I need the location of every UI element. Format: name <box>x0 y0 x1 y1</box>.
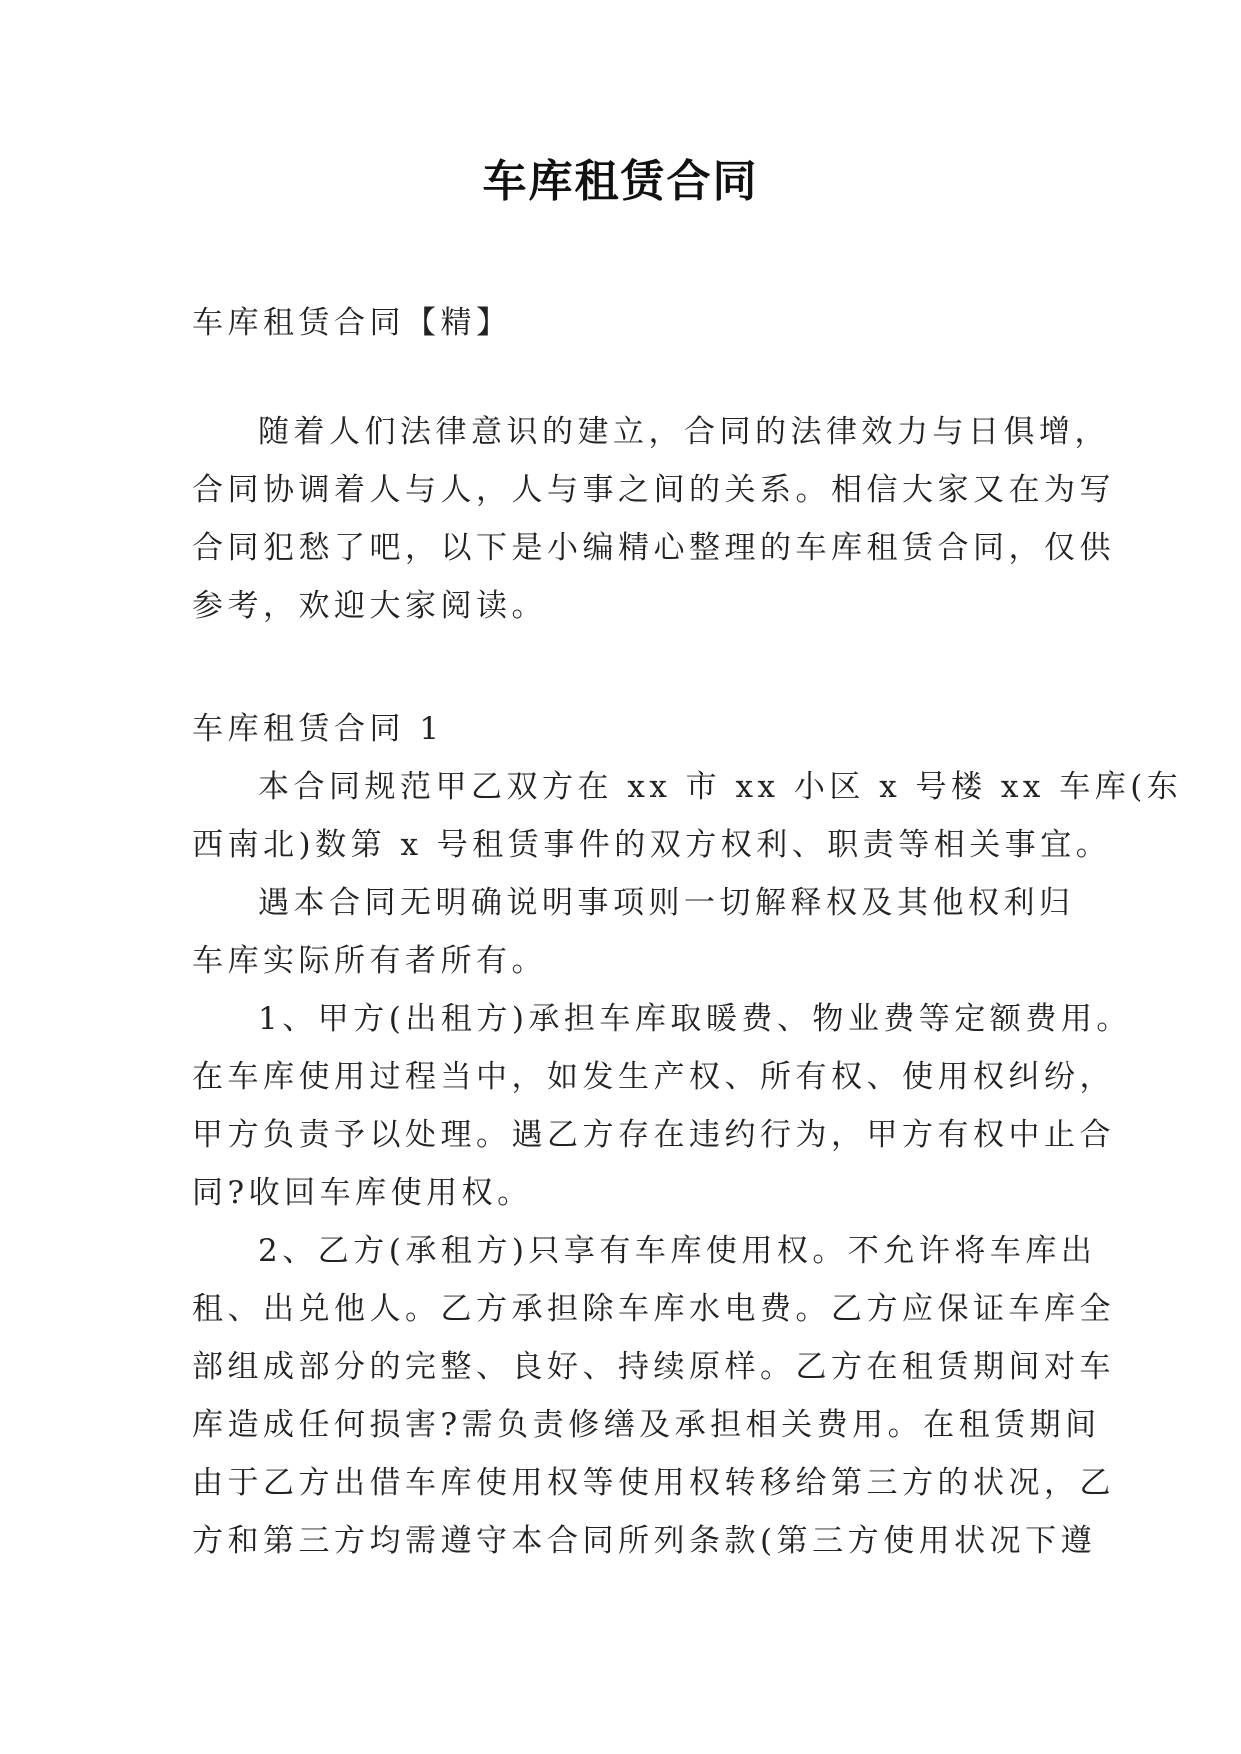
text-line: 遇本合同无明确说明事项则一切解释权及其他权利归 <box>258 885 1075 921</box>
text-line: 随着人们法律意识的建立，合同的法律效力与日俱增， <box>258 414 1110 450</box>
text-line: 1、甲方(出租方)承担车库取暖费、物业费等定额费用。 <box>258 1001 1132 1037</box>
text-line: 西南北)数第 x 号租赁事件的双方权利、职责等相关事宜。 <box>192 827 1112 863</box>
paragraph-clause-1 <box>192 990 1132 1222</box>
intro-paragraph <box>192 403 1115 635</box>
text-line: 由于乙方出借车库使用权等使用权转移给第三方的状况，乙 <box>192 1465 1115 1501</box>
text-line: 同?收回车库使用权。 <box>192 1175 533 1211</box>
section-heading: 车库租赁合同 1 <box>192 711 444 747</box>
document-subtitle <box>192 294 1062 352</box>
subtitle-line: 车库租赁合同【精】 <box>192 305 512 341</box>
text-line: 车库实际所有者所有。 <box>192 943 547 979</box>
text-line: 租、出兑他人。乙方承担除车库水电费。乙方应保证车库全 <box>192 1291 1115 1327</box>
contract-section <box>192 700 1183 1570</box>
paragraph-clause-2 <box>192 1222 1115 1570</box>
paragraph-scope <box>192 758 1183 874</box>
text-line: 库造成任何损害?需负责修缮及承担相关费用。在租赁期间 <box>192 1407 1101 1443</box>
text-line: 2、乙方(承租方)只享有车库使用权。不允许将车库出 <box>258 1233 1097 1269</box>
text-line: 合同协调着人与人，人与事之间的关系。相信大家又在为写 <box>192 472 1115 508</box>
text-line: 合同犯愁了吧，以下是小编精心整理的车库租赁合同，仅供 <box>192 530 1115 566</box>
paragraph-interpretation <box>192 874 1075 990</box>
text-line: 甲方负责予以处理。遇乙方存在违约行为，甲方有权中止合 <box>192 1117 1115 1153</box>
text-line: 本合同规范甲乙双方在 xx 市 xx 小区 x 号楼 xx 车库(东 <box>258 769 1183 805</box>
text-line: 方和第三方均需遵守本合同所列条款(第三方使用状况下遵 <box>192 1523 1097 1559</box>
document-title: 车库租赁合同 <box>482 156 759 207</box>
text-line: 参考，欢迎大家阅读。 <box>192 588 547 624</box>
text-line: 在车库使用过程当中，如发生产权、所有权、使用权纠纷， <box>192 1059 1115 1095</box>
text-line: 部组成部分的完整、良好、持续原样。乙方在租赁期间对车 <box>192 1349 1115 1385</box>
